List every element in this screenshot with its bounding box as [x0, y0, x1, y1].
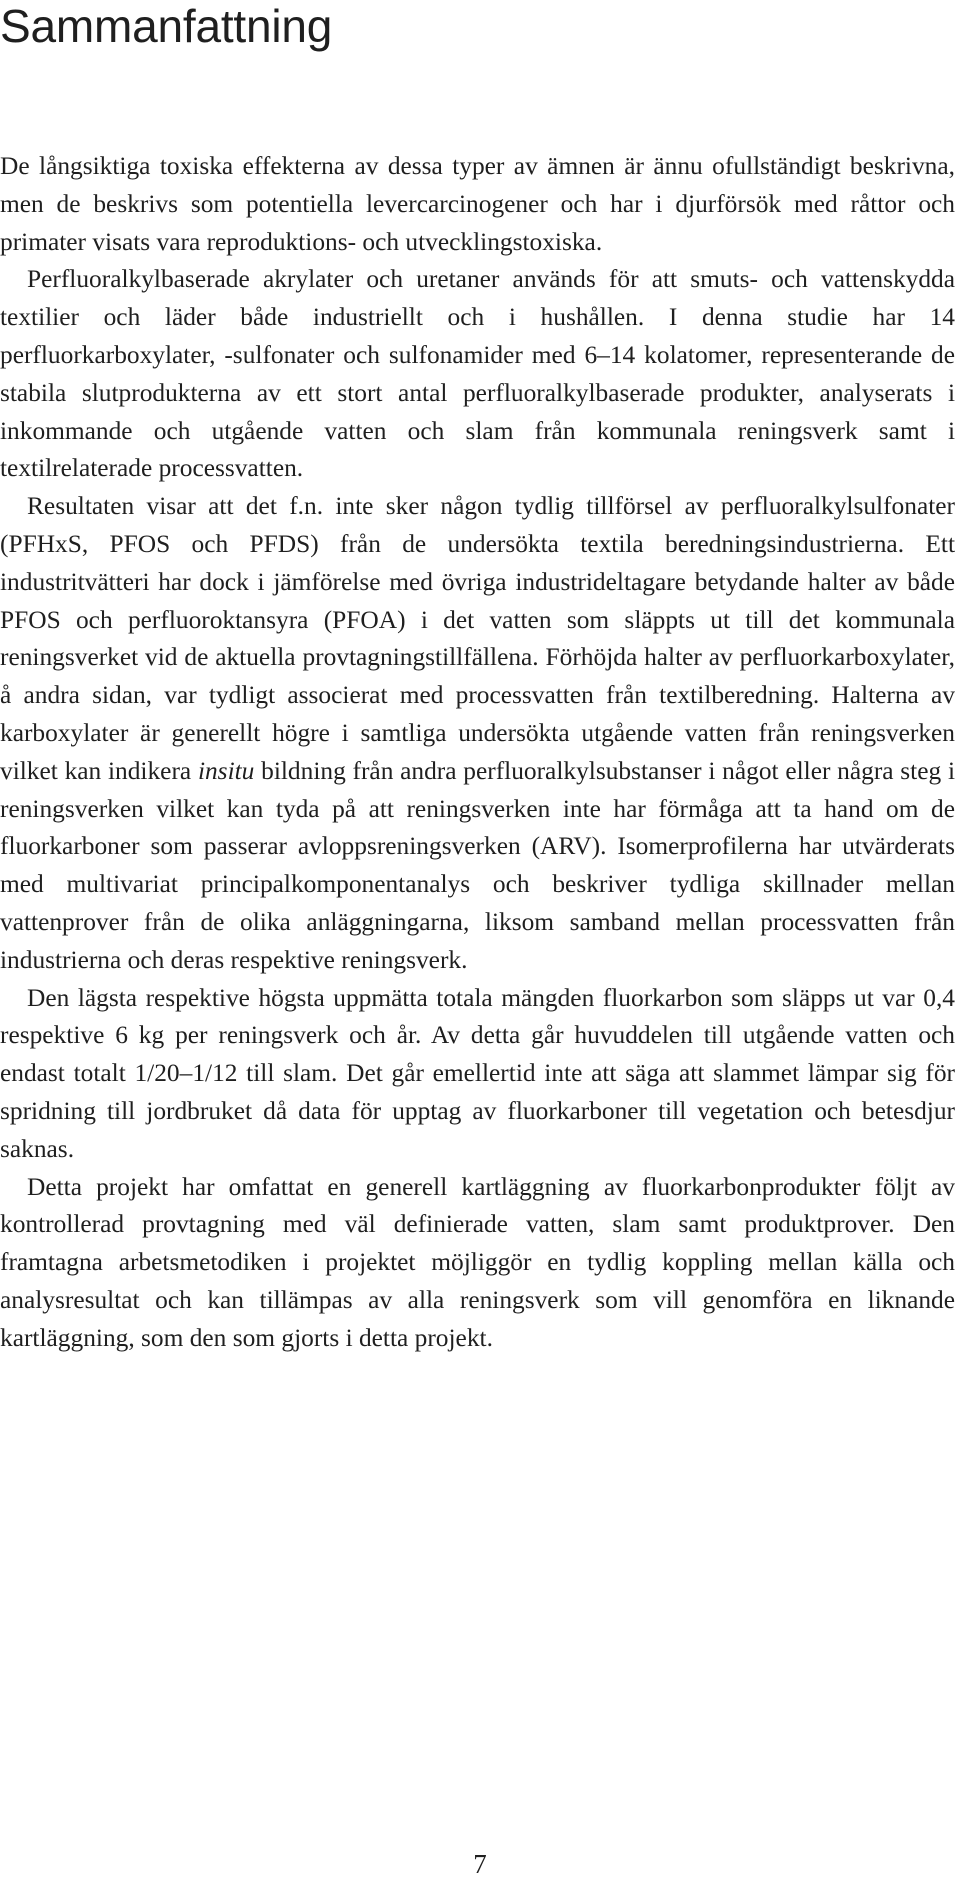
paragraph-1: De långsiktiga toxiska effekterna av dessa typer av ämnen är ännu ofullständigt beskrivna, men de beskrivs som potentiella levercarcinogener och har i djurförsök med råttor och primater visats vara reproduktions- och utvecklingstoxiska. [0, 152, 955, 256]
paragraph-5: Detta projekt har omfattat en generell kartläggning av fluorkarbonprodukter följt av kontrollerad provtagning med väl definierade vatten, slam samt produktprover. Den framtagna arbetsmetodiken i projektet möjliggör en tydlig koppling mellan källa och analysresultat och kan tillämpas av alla reningsverk som vill genomföra en liknande kartläggning, som den som gjorts i detta projekt. [0, 1172, 955, 1352]
paragraph-3-part-1: Resultaten visar att det f.n. inte sker någon tydlig tillförsel av perfluoralkylsulfonater (PFHxS, PFOS och PFDS) från de undersökta textila beredningsindustrierna. Ett industritvätteri har dock i jämförelse med övriga industrideltagare betydande halter av både PFOS och perfluoroktansyra (PFOA) i det vatten som släppts ut till det kommunala reningsverket vid de aktuella provtagningstillfällena. Förhöjda halter av perfluorkarboxylater, å andra sidan, var tydligt associerat med processvatten från textilberedning. Halterna av karboxylater är generellt högre i samtliga undersökta utgående vatten från reningsverken vilket kan indikera [0, 492, 955, 785]
paragraph-3 [0, 488, 955, 979]
page-title: Sammanfattning [0, 0, 333, 52]
page-number: 7 [473, 1849, 487, 1879]
paragraph-2: Perfluoralkylbaserade akrylater och uretaner används för att smuts- och vattenskydda textilier och läder både industriellt och i hushållen. I denna studie har 14 perfluorkarboxylater, -sulfonater och sulfonamider med 6–14 kolatomer, representerande de stabila slutprodukterna av ett stort antal perfluoralkylbaserade produkter, analyserats i inkommande och utgående vatten och slam från kommunala reningsverk samt i textilrelaterade processvatten. [0, 265, 955, 483]
paragraph-3-italic-term: insitu [197, 756, 255, 785]
paragraph-3-part-2: bildning från andra perfluoralkylsubstanser i något eller några steg i reningsverken vilket kan tyda på att reningsverken inte har förmåga att ta hand om de fluorkarboner som passerar avloppsreningsverken (ARV). Isomerprofilerna har utvärderats med multivariat principalkomponentanalys och beskriver tydliga skillnader mellan vattenprover från de olika anläggningarna, liksom samband mellan processvatten från industrierna och deras respektive reningsverk. [0, 756, 956, 974]
summary-body [0, 148, 955, 1358]
paragraph-4: Den lägsta respektive högsta uppmätta totala mängden fluorkarbon som släpps ut var 0,4 respektive 6 kg per reningsverk och år. Av detta går huvuddelen till utgående vatten och endast totalt 1/20–1/12 till slam. Det går emellertid inte att säga att slammet lämpar sig för spridning till jordbruket då data för upptag av fluorkarboner till vegetation och betesdjur saknas. [0, 983, 955, 1163]
